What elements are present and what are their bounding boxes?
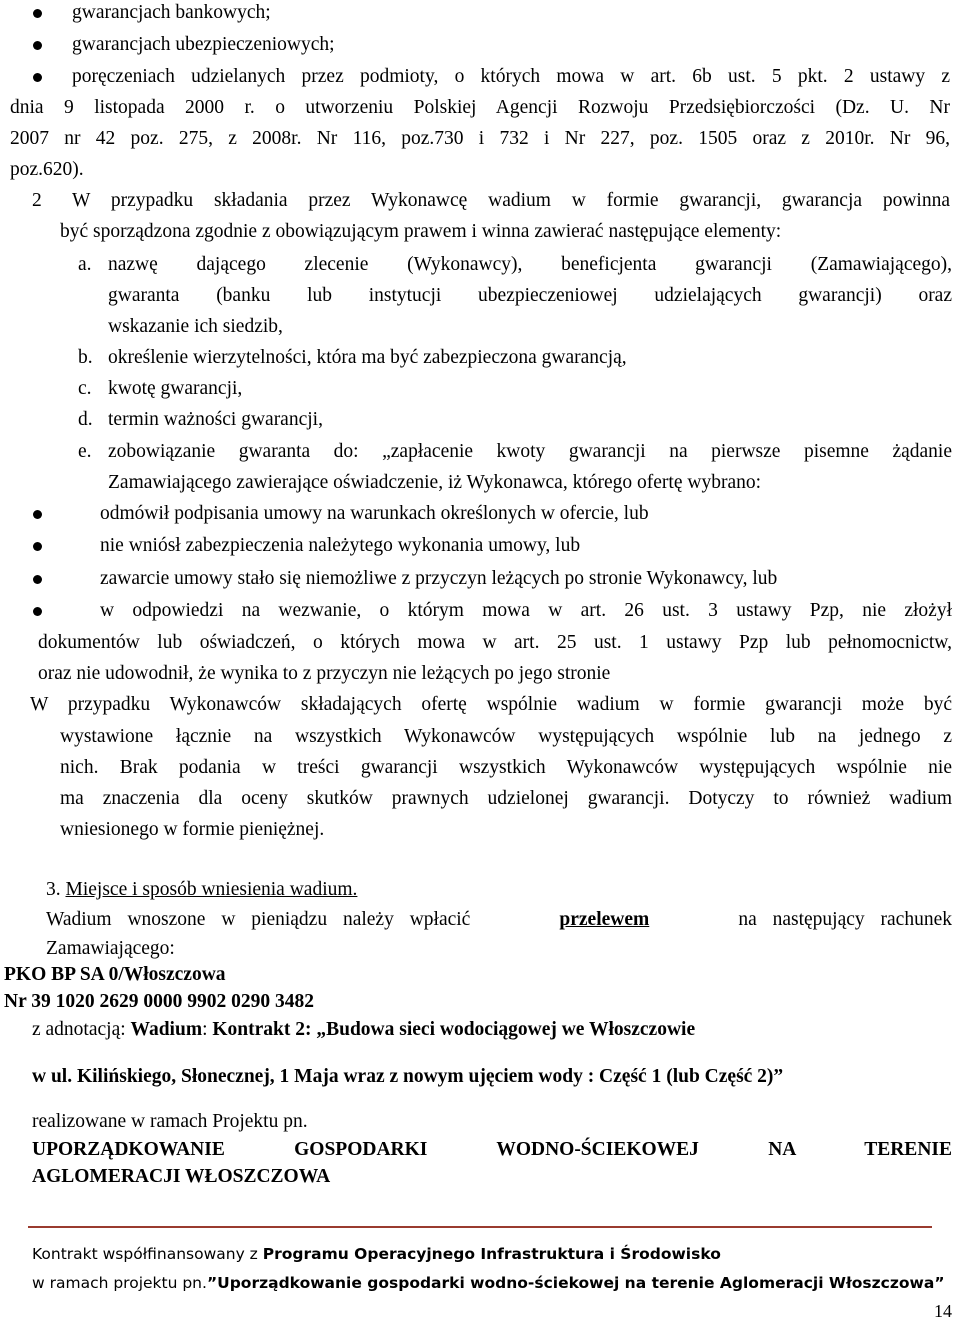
list-letter: c.	[78, 378, 92, 399]
bank-name: PKO BP SA 0/Włoszczowa	[4, 964, 226, 985]
footer-program: Programu Operacyjnego Infrastruktura i Środowisko	[262, 1245, 721, 1263]
project-title: AGLOMERACJI WŁOSZCZOWA	[32, 1166, 331, 1187]
annotation-prefix: z adnotacją:	[32, 1019, 131, 1040]
bullet-dot	[33, 41, 42, 50]
project-title: UPORZĄDKOWANIE GOSPODARKI WODNO-ŚCIEKOWEJ NA TERENIE	[32, 1139, 952, 1160]
list-letter: a.	[78, 254, 92, 275]
footer-project: ”Uporządkowanie gospodarki wodno-ściekowej na terenie Aglomeracji Włoszczowa”	[206, 1274, 945, 1292]
account-number: Nr 39 1020 2629 0000 9902 0290 3482	[4, 991, 315, 1012]
paragraph-line: ma znaczenia dla oceny skutków prawnych udzielonej gwarancji. Dotyczy to również wadium	[60, 788, 952, 809]
bullet-text: odmówił podpisania umowy na warunkach określonych w ofercie, lub	[100, 503, 649, 524]
project-intro: realizowane w ramach Projektu pn.	[32, 1111, 308, 1132]
bullet-continuation: dokumentów lub oświadczeń, o których mowa w art. 25 ust. 1 ustawy Pzp lub pełnomocnictw,	[38, 632, 952, 653]
bullet-dot	[33, 607, 42, 616]
bullet-continuation: dnia 9 listopada 2000 r. o utworzeniu Polskiej Agencji Rozwoju Przedsiębiorczości (Dz. U. Nr	[10, 97, 950, 118]
list-letter: b.	[78, 347, 93, 368]
bullet-text: poręczeniach udzielanych przez podmioty, o których mowa w art. 6b ust. 5 pkt. 2 ustawy z	[72, 66, 950, 87]
list-letter: d.	[78, 409, 93, 430]
bullet-text: gwarancjach ubezpieczeniowych;	[72, 34, 335, 55]
paragraph-line: nich. Brak podania w treści gwarancji wszystkich Wykonawców występujących wspólnie nie	[60, 757, 952, 778]
bullet-dot	[33, 73, 42, 82]
section-heading-number: 3.	[46, 879, 61, 900]
footer-line	[32, 1273, 945, 1293]
list-item-text: termin ważności gwarancji,	[108, 409, 323, 430]
bullet-dot	[33, 9, 42, 18]
bullet-dot	[33, 510, 42, 519]
transfer-line: Zamawiającego:	[46, 938, 175, 959]
list-item-text: gwaranta (banku lub instytucji ubezpieczeniowej udzielających gwarancji) oraz	[108, 285, 952, 306]
bullet-continuation: 2007 nr 42 poz. 275, z 2008r. Nr 116, poz.730 i 732 i Nr 227, poz. 1505 oraz z 2010r. Nr 96,	[10, 128, 950, 149]
section-text: W przypadku składania przez Wykonawcę wadium w formie gwarancji, gwarancja powinna	[72, 190, 950, 211]
list-item-text: Zamawiającego zawierające oświadczenie, iż Wykonawca, którego ofertę wybrano:	[108, 472, 762, 493]
bullet-dot	[33, 575, 42, 584]
list-item-text: określenie wierzytelności, która ma być zabezpieczona gwarancją,	[108, 347, 627, 368]
annotation-bold: Wadium	[130, 1019, 203, 1040]
transfer-text: na następujący rachunek	[738, 909, 952, 930]
annotation-sep: :	[202, 1019, 213, 1040]
transfer-text: Wadium wnoszone w pieniądzu należy wpłacić	[46, 909, 471, 930]
section-heading	[46, 874, 357, 906]
transfer-method: przelewem	[559, 909, 650, 930]
list-letter: e.	[78, 441, 92, 462]
bullet-continuation: oraz nie udowodnił, że wynika to z przyczyn nie leżących po jego stronie	[38, 663, 611, 684]
section-heading-text: Miejsce i sposób wniesienia wadium.	[65, 879, 358, 900]
footer-rule	[28, 1226, 932, 1228]
list-item-text: kwotę gwarancji,	[108, 378, 243, 399]
footer-text: w ramach projektu pn.	[32, 1274, 207, 1292]
paragraph-line: wystawione łącznie na wszystkich Wykonawców występujących wspólnie lub na jednego z	[60, 726, 952, 747]
list-item-text: zobowiązanie gwaranta do: „zapłacenie kwoty gwarancji na pierwsze pisemne żądanie	[108, 441, 952, 462]
bullet-text: gwarancjach bankowych;	[72, 2, 271, 23]
bullet-text: nie wniósł zabezpieczenia należytego wykonania umowy, lub	[100, 535, 581, 556]
annotation-line	[32, 1014, 695, 1046]
annotation-street: w ul. Kilińskiego, Słonecznej, 1 Maja wraz z nowym ujęciem wody : Część 1 (lub Część 2)”	[32, 1066, 784, 1087]
bullet-dot	[33, 542, 42, 551]
footer-line	[32, 1244, 721, 1264]
paragraph-line: wniesionego w formie pieniężnej.	[60, 819, 325, 840]
footer-text: Kontrakt współfinansowany z	[32, 1245, 263, 1263]
section-text: być sporządzona zgodnie z obowiązującym prawem i winna zawierać następujące elementy:	[60, 221, 782, 242]
bullet-continuation: poz.620).	[10, 159, 84, 180]
paragraph-line: W przypadku Wykonawców składających ofertę wspólnie wadium w formie gwarancji może być	[30, 694, 952, 715]
transfer-line	[46, 904, 952, 936]
section-number: 2	[32, 190, 42, 211]
list-item-text: wskazanie ich siedzib,	[108, 316, 283, 337]
page-number: 14	[934, 1301, 952, 1321]
list-item-text: nazwę dającego zlecenie (Wykonawcy), beneficjenta gwarancji (Zamawiającego),	[108, 254, 952, 275]
bullet-text: zawarcie umowy stało się niemożliwe z przyczyn leżących po stronie Wykonawcy, lub	[100, 568, 778, 589]
bullet-text: w odpowiedzi na wezwanie, o którym mowa w art. 26 ust. 3 ustawy Pzp, nie złożył	[100, 600, 952, 621]
annotation-bold: Kontrakt 2: „Budowa sieci wodociągowej we Włoszczowie	[212, 1019, 696, 1040]
